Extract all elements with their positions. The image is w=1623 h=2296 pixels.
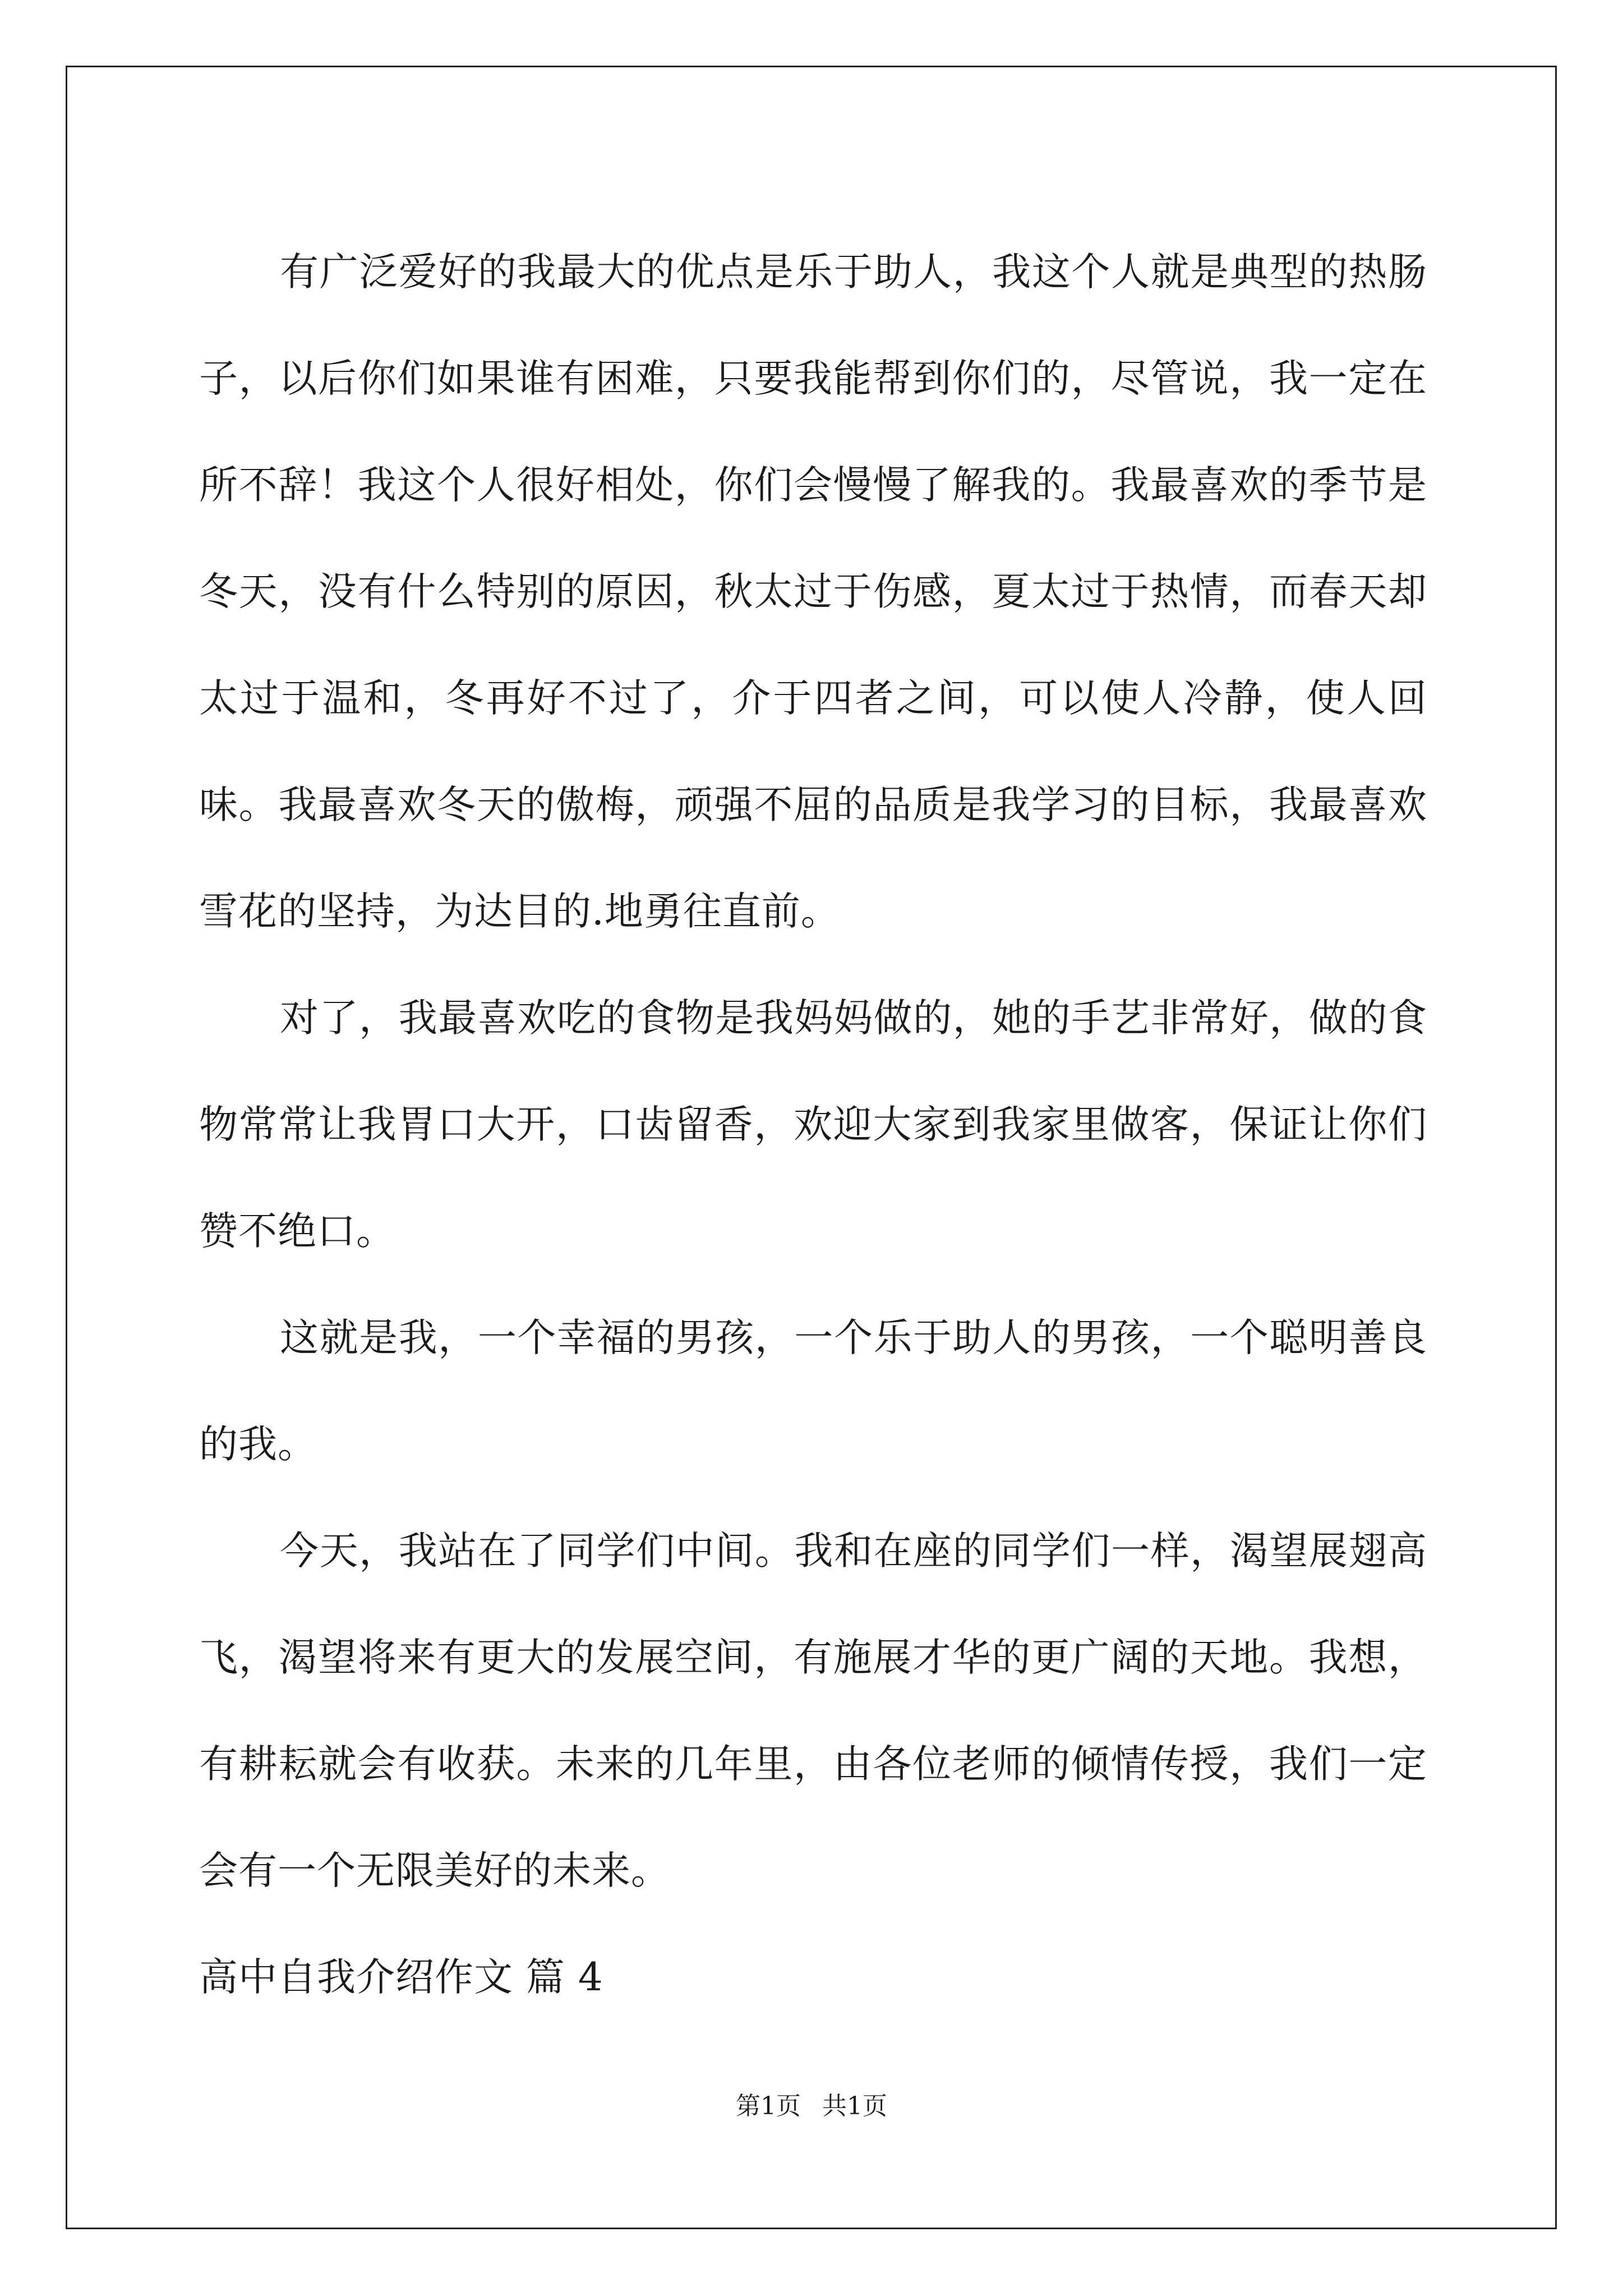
page-total: 共1页 <box>822 2092 887 2120</box>
page-number: 第1页 <box>736 2092 801 2120</box>
section-heading: 高中自我介绍作文 篇 4 <box>199 1955 603 2000</box>
paragraph-3: 这就是我，一个幸福的男孩，一个乐于助人的男孩，一个聪明善良的我。 <box>199 1315 1427 1467</box>
paragraph-4: 今天，我站在了同学们中间。我和在座的同学们一样，渴望展翅高飞，渴望将来有更大的发展空间，有施展才华的更广阔的天地。我想，有耕耘就会有收获。未来的几年里，由各位老师的倾情传授，我们一定会有一个无限美好的未来。 <box>199 1529 1427 1893</box>
paragraph-2: 对了，我最喜欢吃的食物是我妈妈做的，她的手艺非常好，做的食物常常让我胃口大开，口齿留香，欢迎大家到我家里做客，保证让你们赞不绝口。 <box>199 996 1427 1254</box>
document-body <box>199 219 1427 2031</box>
page-footer <box>0 2090 1623 2123</box>
paragraph-1: 有广泛爱好的我最大的优点是乐于助人，我这个人就是典型的热肠子，以后你们如果谁有困难，只要我能帮到你们的，尽管说，我一定在所不辞！我这个人很好相处，你们会慢慢了解我的。我最喜欢的季节是冬天，没有什么特别的原因，秋太过于伤感，夏太过于热情，而春天却太过于温和，冬再好不过了，介于四者之间，可以使人冷静，使人回味。我最喜欢冬天的傲梅，顽强不屈的品质是我学习的目标，我最喜欢雪花的坚持，为达目的.地勇往直前。 <box>199 250 1427 934</box>
